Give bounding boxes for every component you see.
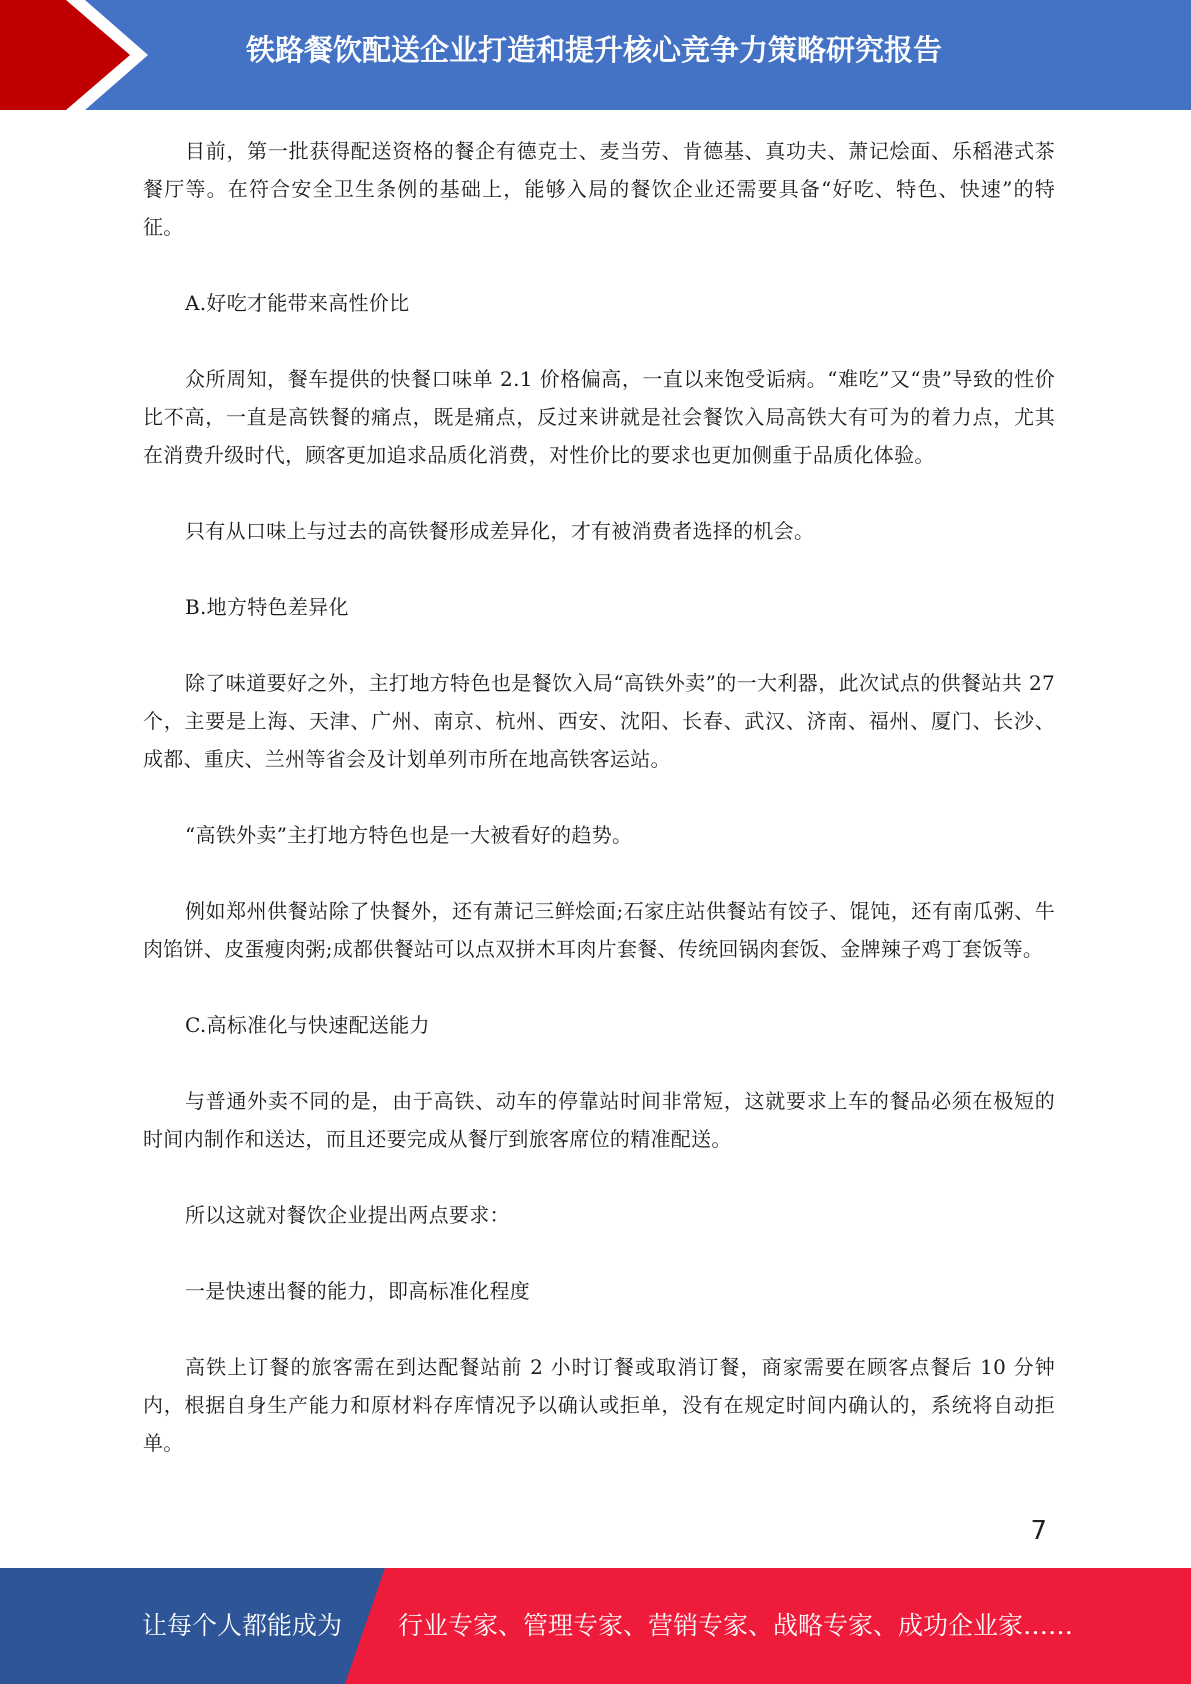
- document-body: [143, 132, 1055, 1500]
- paragraph: 只有从口味上与过去的高铁餐形成差异化，才有被消费者选择的机会。: [185, 519, 815, 543]
- footer-slogan-left: 让每个人都能成为: [142, 1611, 343, 1640]
- paragraph: 除了味道要好之外，主打地方特色也是餐饮入局“高铁外卖”的一大利器，此次试点的供餐站共 27 个，主要是上海、天津、广州、南京、杭州、西安、沈阳、长春、武汉、济南、福州、厦门、长沙、成都、重庆、兰州等省会及计划单列市所在地高铁客运站。: [143, 671, 1055, 771]
- footer-slogan-right: 行业专家、管理专家、营销专家、战略专家、成功企业家……: [398, 1611, 1074, 1640]
- paragraph: 众所周知，餐车提供的快餐口味单 2.1 价格偏高，一直以来饱受诟病。“难吃”又“贵”导致的性价比不高，一直是高铁餐的痛点，既是痛点，反过来讲就是社会餐饮入局高铁大有可为的着力点，尤其在消费升级时代，顾客更加追求品质化消费，对性价比的要求也更加侧重于品质化体验。: [143, 367, 1055, 467]
- paragraph: 与普通外卖不同的是，由于高铁、动车的停靠站时间非常短，这就要求上车的餐品必须在极短的时间内制作和送达，而且还要完成从餐厅到旅客席位的精准配送。: [143, 1089, 1055, 1151]
- section-heading: C.高标准化与快速配送能力: [185, 1013, 430, 1037]
- paragraph: 一是快速出餐的能力，即高标准化程度: [185, 1279, 531, 1303]
- paragraph: 例如郑州供餐站除了快餐外，还有萧记三鲜烩面;石家庄站供餐站有饺子、馄饨，还有南瓜粥、牛肉馅饼、皮蛋瘦肉粥;成都供餐站可以点双拼木耳肉片套餐、传统回锅肉套饭、金牌辣子鸡丁套饭等。: [143, 899, 1055, 961]
- page-footer: [0, 1568, 1191, 1684]
- paragraph: “高铁外卖”主打地方特色也是一大被看好的趋势。: [185, 823, 633, 847]
- page-number: 7: [1030, 1516, 1047, 1546]
- paragraph: 高铁上订餐的旅客需在到达配餐站前 2 小时订餐或取消订餐，商家需要在顾客点餐后 10 分钟内，根据自身生产能力和原材料存库情况予以确认或拒单，没有在规定时间内确认的，系统将自动拒单。: [143, 1355, 1055, 1455]
- paragraph: 所以这就对餐饮企业提出两点要求：: [185, 1203, 510, 1227]
- page-header: [0, 0, 1191, 110]
- section-heading: A.好吃才能带来高性价比: [185, 291, 410, 315]
- section-heading: B.地方特色差异化: [185, 595, 349, 619]
- document-title: 铁路餐饮配送企业打造和提升核心竞争力策略研究报告: [246, 33, 943, 67]
- paragraph: 目前，第一批获得配送资格的餐企有德克士、麦当劳、肯德基、真功夫、萧记烩面、乐稻港式茶餐厅等。在符合安全卫生条例的基础上，能够入局的餐饮企业还需要具备“好吃、特色、快速”的特征。: [143, 139, 1055, 239]
